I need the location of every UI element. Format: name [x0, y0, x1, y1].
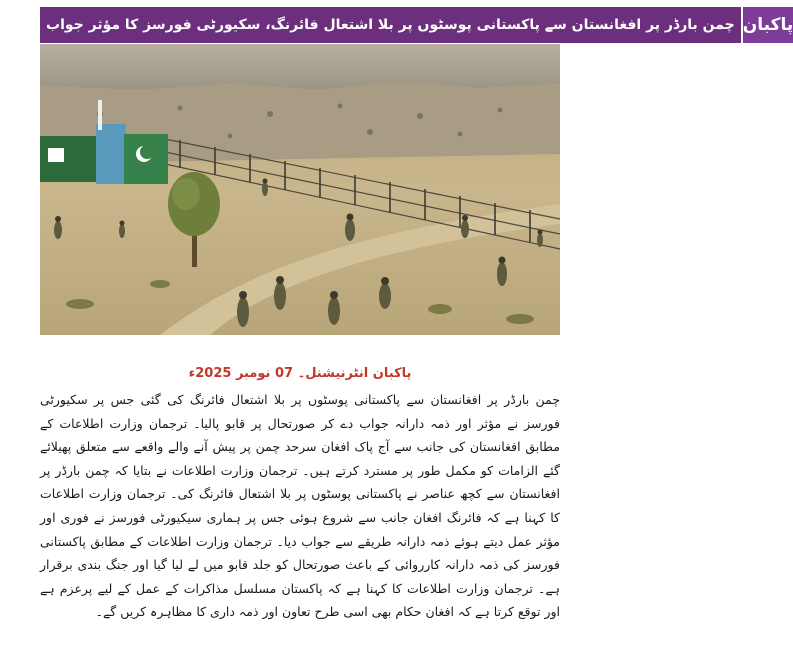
brand-logo: پاکبان: [741, 7, 793, 43]
headline: چمن بارڈر پر افغانستان سے پاکستانی پوسٹوں پر بلا اشتعال فائرنگ، سکیورٹی فورسز کا مؤثر جواب: [40, 7, 741, 43]
dateline: پاکبان انٹرنیشنل۔ 07 نومبر 2025ء: [188, 366, 412, 381]
photo-image: [40, 44, 560, 335]
article-body: چمن بارڈر پر افغانستان سے پاکستانی پوسٹوں پر بلا اشتعال فائرنگ کی گئی جس پر سکیورٹی فورسز نے مؤثر اور ذمہ دارانہ جواب دے کر صورتحال پر قابو پالیا۔ ترجمان وزارت اطلاعات کے مطابق افغانستان کی جانب سے آج پاک افغان سرحد چمن پر پیش آنے والے واقعے سے متعلق پھیلائے گئے الزامات کو مکمل طور پر مسترد کرتے ہیں۔ ترجمان وزارت اطلاعات نے بتایا کہ چمن بارڈر پر افغانستان سے کچھ عناصر نے پاکستانی پوسٹوں پر بلا اشتعال فائرنگ کی۔ ترجمان وزارت اطلاعات کا کہنا ہے کہ فائرنگ افغان جانب سے شروع ہوئی جس پر ہماری سیکیورٹی فورسز نے فوری اور مؤثر عمل دیتے ہوئے ذمہ دارانہ طریقے سے جواب دیا۔ ترجمان وزارت اطلاعات کے مطابق پاکستانی فورسز کی ذمہ دارانہ کارروائی کے باعث صورتحال کو جلد قابو میں لے لیا گیا اور جنگ بندی برقرار ہے۔ ترجمان وزارت اطلاعات کا کہنا ہے کہ پاکستان مسلسل مذاکرات کے عمل کے لیے پرعزم ہے اور توقع کرتا ہے کہ افغان حکام بھی اسی طرح تعاون اور ذمہ داری کا مظاہرہ کریں گے۔: [40, 392, 560, 620]
header-banner: [40, 7, 793, 43]
news-photo: [40, 44, 560, 335]
